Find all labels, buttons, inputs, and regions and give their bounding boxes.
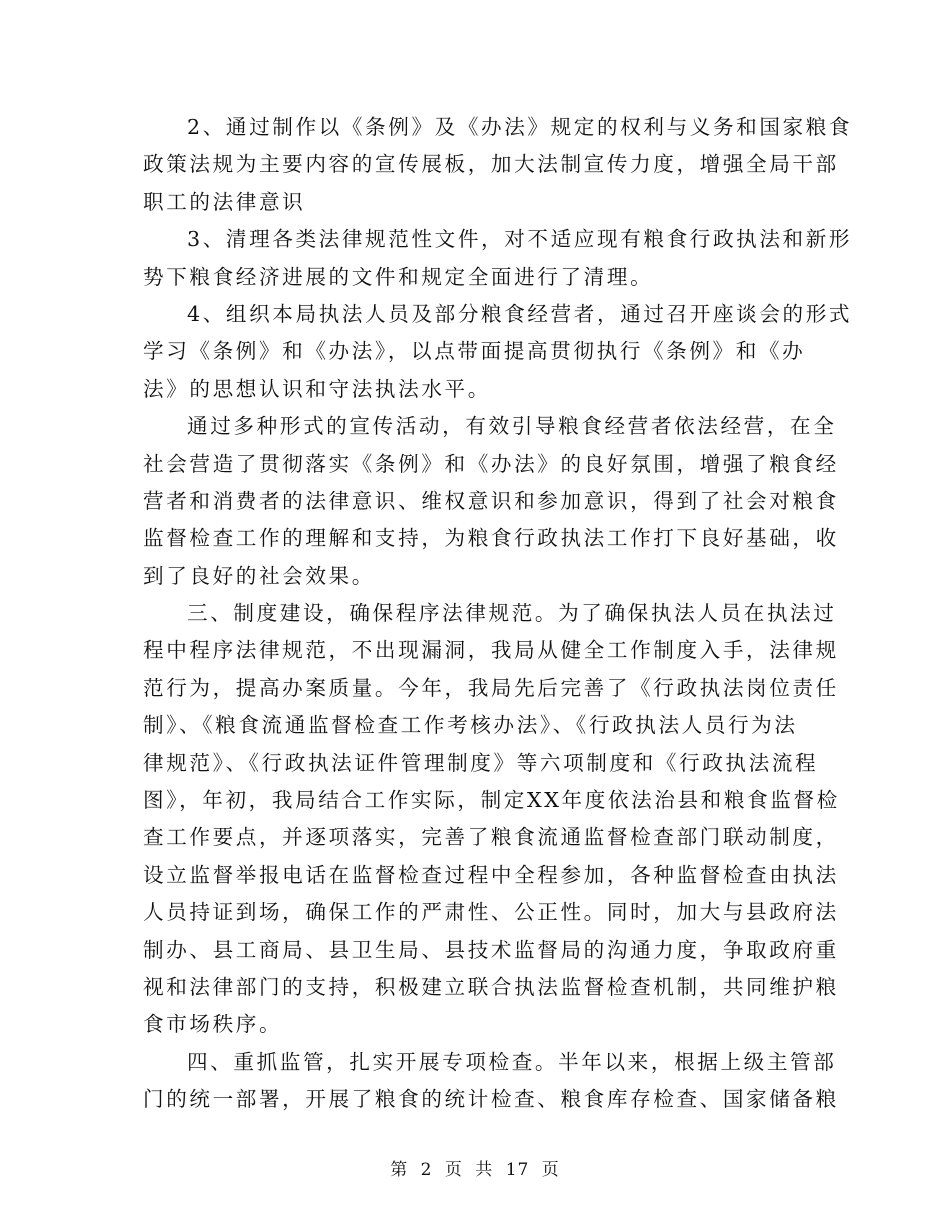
paragraph-line: 势下粮食经济进展的文件和规定全面进行了清理。 [143, 264, 654, 289]
paragraph-line: 制办、县工商局、县卫生局、县技术监督局的沟通力度，争取政府重 [143, 937, 839, 962]
paragraph-line: 到了良好的社会效果。 [143, 563, 375, 588]
paragraph-first-line: 2、通过制作以《条例》及《办法》规定的权利与义务和国家粮食 [187, 115, 853, 139]
paragraph-first-line: 3、清理各类法律规范性文件，对不适应现有粮食行政执法和新形 [187, 227, 853, 252]
paragraph-first-line: 通过多种形式的宣传活动，有效引导粮食经营者依法经营，在全 [187, 414, 837, 439]
paragraph-line: 程中程序法律规范，不出现漏洞，我局从健全工作制度入手，法律规 [143, 638, 839, 663]
paragraph-line: 社会营造了贯彻落实《条例》和《办法》的良好氛围，增强了粮食经 [143, 451, 839, 476]
paragraph-first-line: 三、制度建设，确保程序法律规范。为了确保执法人员在执法过 [187, 601, 837, 626]
paragraph-first-line: 4、组织本局执法人员及部分粮食经营者，通过召开座谈会的形式 [187, 301, 853, 326]
paragraph-line: 查工作要点，并逐项落实，完善了粮食流通监督检查部门联动制度， [143, 825, 839, 850]
paragraph-line: 制》、《粮食流通监督检查工作考核办法》、《行政执法人员行为法 [143, 713, 798, 738]
paragraph-line: 范行为，提高办案质量。今年，我局先后完善了《行政执法岗位责任 [143, 675, 839, 700]
paragraph-line: 营者和消费者的法律意识、维权意识和参加意识，得到了社会对粮食 [143, 488, 839, 513]
paragraph-first-line: 四、重抓监管，扎实开展专项检查。半年以来，根据上级主管部 [187, 1049, 837, 1074]
paragraph-line: 法》的思想认识和守法执法水平。 [143, 376, 491, 401]
page-number-footer: 第 2 页 共 17 页 [390, 1160, 560, 1180]
paragraph-line: 图》，年初，我局结合工作实际，制定XX年度依法治县和粮食监督检 [143, 788, 840, 813]
paragraph-line: 设立监督举报电话在监督检查过程中全程参加，各种监督检查由执法 [143, 862, 839, 887]
paragraph-line: 职工的法律意识 [143, 189, 306, 214]
paragraph-line: 政策法规为主要内容的宣传展板，加大法制宣传力度，增强全局干部 [143, 152, 839, 177]
paragraph-line: 门的统一部署，开展了粮食的统计检查、粮食库存检查、国家储备粮 [143, 1087, 839, 1112]
paragraph-line: 视和法律部门的支持，积极建立联合执法监督检查机制，共同维护粮 [143, 974, 839, 999]
paragraph-line: 食市场秩序。 [143, 1012, 283, 1037]
document-body [143, 109, 853, 1119]
paragraph-line: 学习《条例》和《办法》，以点带面提高贯彻执行《条例》和《办 [143, 339, 806, 364]
paragraph-line: 人员持证到场，确保工作的严肃性、公正性。同时，加大与县政府法 [143, 900, 839, 925]
paragraph-line: 律规范》、《行政执法证件管理制度》等六项制度和《行政执法流程 [143, 750, 819, 775]
paragraph-line: 监督检查工作的理解和支持，为粮食行政执法工作打下良好基础，收 [143, 526, 839, 551]
